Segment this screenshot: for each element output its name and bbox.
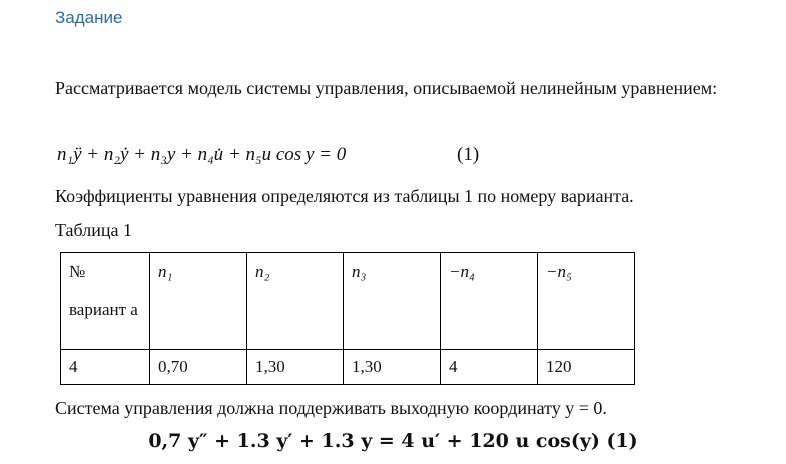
cell-variant: 4 [61,350,150,385]
header-n2: n₂ [247,253,344,350]
cell-n4: 4 [441,350,538,385]
equation-1-formula: n₁ÿ + n₂ẏ + n₃y + n₄u̇ + n₅u cos y = 0 [57,144,347,165]
cell-n1: 0,70 [150,350,247,385]
header-n4: −n₄ [441,253,538,350]
section-heading: Задание [55,8,123,27]
header-variant: № вариант а [61,253,150,350]
equation-1-number: (1) [457,144,480,165]
header-n5: −n₅ [538,253,635,350]
equation-2: 0,7 y″ + 1.3 y′ + 1.3 y = 4 u′ + 120 u cos(y) (1) [148,430,638,452]
table-title: Таблица 1 [55,220,132,240]
cell-n3: 1,30 [344,350,441,385]
coefficients-table [60,252,635,385]
equation-1 [57,144,480,166]
coefficients-paragraph: Коэффициенты уравнения определяются из таблицы 1 по номеру варианта. [55,186,634,206]
system-paragraph: Система управления должна поддерживать выходную координату y = 0. [55,398,607,418]
header-n1: n₁ [150,253,247,350]
table-header-row [61,253,635,350]
table-row [61,350,635,385]
cell-n5: 120 [538,350,635,385]
intro-paragraph: Рассматривается модель системы управления, описываемой нелинейным уравнением: [55,78,718,98]
header-n3: n₃ [344,253,441,350]
cell-n2: 1,30 [247,350,344,385]
